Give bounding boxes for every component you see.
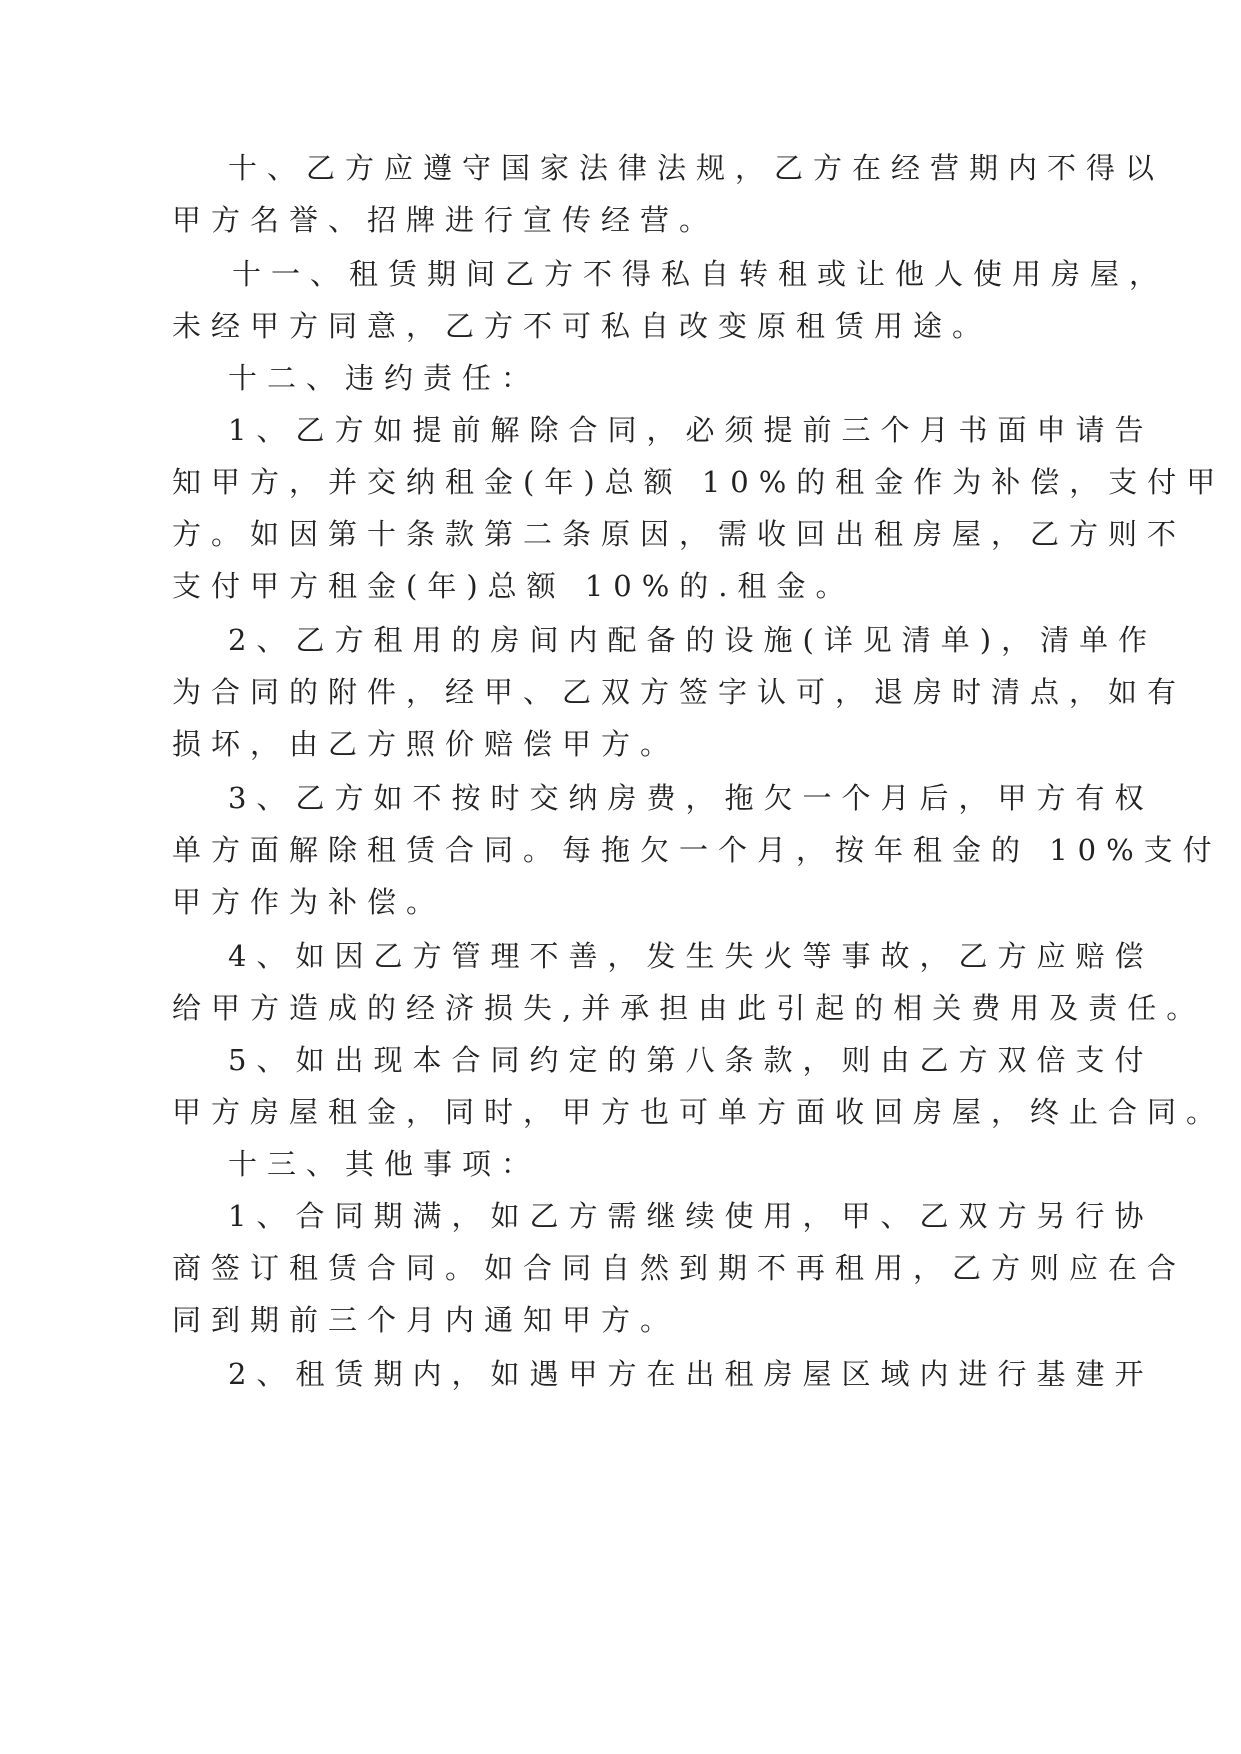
paragraph-11-line-2: 未经甲方同意，乙方不可私自改变原租赁用途。 (172, 309, 992, 343)
clause-12-4-line-2: 给甲方造成的经济损失,并承担由此引起的相关费用及责任。 (172, 991, 1206, 1025)
clause-12-3-line-1: 3、乙方如不按时交纳房费，拖欠一个月后，甲方有权 (228, 781, 1154, 815)
clause-12-3-line-2: 单方面解除租赁合同。每拖欠一个月，按年租金的 10%支付 (172, 833, 1222, 867)
paragraph-10-line-2: 甲方名誉、招牌进行宣传经营。 (172, 203, 719, 237)
clause-12-5-line-2: 甲方房屋租金，同时，甲方也可单方面收回房屋，终止合同。 (172, 1095, 1226, 1129)
clause-12-2-line-3: 损坏，由乙方照价赔偿甲方。 (172, 727, 680, 761)
clause-12-4-line-1: 4、如因乙方管理不善，发生失火等事故，乙方应赔偿 (228, 939, 1154, 973)
clause-13-1-line-3: 同到期前三个月内通知甲方。 (172, 1303, 680, 1337)
clause-13-1-line-1: 1、合同期满，如乙方需继续使用，甲、乙双方另行协 (228, 1199, 1154, 1233)
clause-13-1-line-2: 商签订租赁合同。如合同自然到期不再租用，乙方则应在合 (172, 1251, 1187, 1285)
clause-12-2-line-2: 为合同的附件，经甲、乙双方签字认可，退房时清点，如有 (172, 675, 1187, 709)
clause-12-1-line-1: 1、乙方如提前解除合同，必须提前三个月书面申请告 (228, 413, 1154, 447)
clause-12-3-line-3: 甲方作为补偿。 (172, 885, 446, 919)
section-13-heading: 十三、其他事项： (228, 1147, 541, 1181)
clause-12-1-line-2: 知甲方，并交纳租金(年)总额 10%的租金作为补偿，支付甲 (172, 465, 1226, 499)
paragraph-11-line-1: 十一、租赁期间乙方不得私自转租或让他人使用房屋， (232, 257, 1169, 291)
clause-12-1-line-4: 支付甲方租金(年)总额 10%的.租金。 (172, 569, 855, 603)
clause-12-1-line-3: 方。如因第十条款第二条原因，需收回出租房屋，乙方则不 (172, 517, 1187, 551)
section-12-heading: 十二、违约责任： (228, 361, 541, 395)
paragraph-10-line-1: 十、乙方应遵守国家法律法规，乙方在经营期内不得以 (228, 151, 1165, 185)
clause-12-5-line-1: 5、如出现本合同约定的第八条款，则由乙方双倍支付 (228, 1043, 1154, 1077)
clause-13-2-line-1: 2、租赁期内，如遇甲方在出租房屋区域内进行基建开 (228, 1357, 1154, 1391)
clause-12-2-line-1: 2、乙方租用的房间内配备的设施(详见清单)，清单作 (228, 623, 1158, 657)
